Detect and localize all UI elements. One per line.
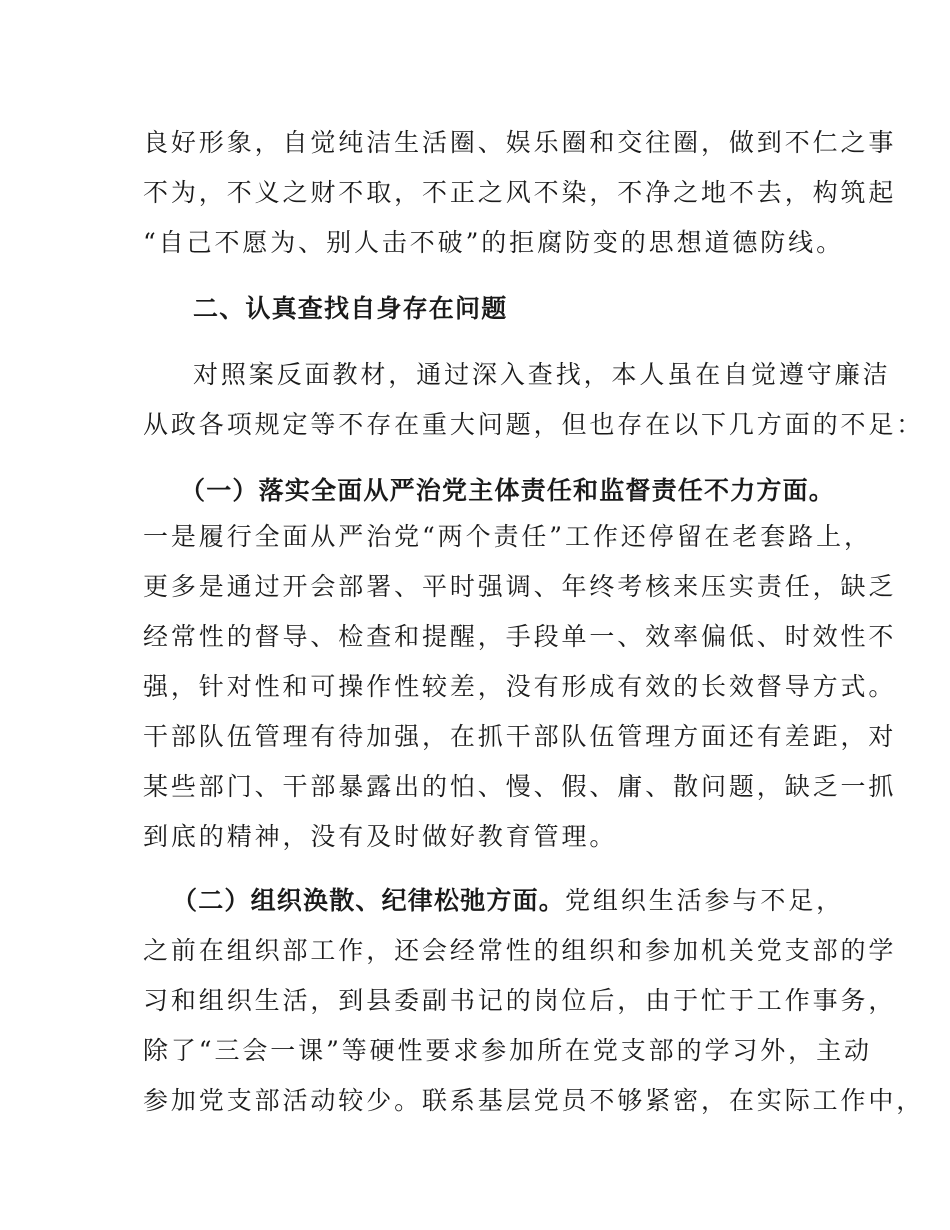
subsection-heading-line	[172, 886, 844, 916]
paragraph-line: 良好形象，自觉纯洁生活圈、娱乐圈和交往圈，做到不仁之事	[143, 128, 897, 157]
paragraph-line: 不为，不义之财不取，不正之风不染，不净之地不去，构筑起	[143, 178, 897, 207]
subsection-heading: （二）组织涣散、纪律松弛方面。	[172, 886, 566, 915]
section-heading: 二、认真查找自身存在问题	[193, 294, 508, 323]
paragraph-line: 某些部门、干部暴露出的怕、慢、假、庸、散问题，缺乏一抓	[143, 772, 897, 801]
paragraph-line: 一是履行全面从严治党“两个责任”工作还停留在老套路上，	[143, 522, 872, 551]
paragraph-line: 参加党支部活动较少。联系基层党员不够紧密，在实际工作中，	[143, 1086, 925, 1115]
paragraph-line: 从政各项规定等不存在重大问题，但也存在以下几方面的不足：	[143, 410, 925, 439]
paragraph-line: 之前在组织部工作，还会经常性的组织和参加机关党支部的学	[143, 936, 897, 965]
paragraph-line: 除了“三会一课”等硬性要求参加所在党支部的学习外，主动	[143, 1036, 872, 1065]
paragraph-line: 对照案反面教材，通过深入查找，本人虽在自觉遵守廉洁	[193, 360, 891, 389]
subsection-heading: （一）落实全面从严治党主体责任和监督责任不力方面。	[180, 476, 836, 505]
paragraph-line: 更多是通过开会部署、平时强调、年终考核来压实责任，缺乏	[143, 572, 897, 601]
paragraph-line: 经常性的督导、检查和提醒，手段单一、效率偏低、时效性不	[143, 622, 897, 651]
paragraph-line: 强，针对性和可操作性较差，没有形成有效的长效督导方式。	[143, 672, 897, 701]
paragraph-line: 干部队伍管理有待加强，在抓干部队伍管理方面还有差距，对	[143, 722, 897, 751]
subsection-heading-tail: 党组织生活参与不足，	[565, 886, 845, 915]
paragraph-line: “自己不愿为、别人击不破”的拒腐防变的思想道德防线。	[143, 228, 844, 257]
paragraph-line: 到底的精神，没有及时做好教育管理。	[143, 822, 618, 851]
paragraph-line: 习和组织生活，到县委副书记的岗位后，由于忙于工作事务，	[143, 986, 897, 1015]
